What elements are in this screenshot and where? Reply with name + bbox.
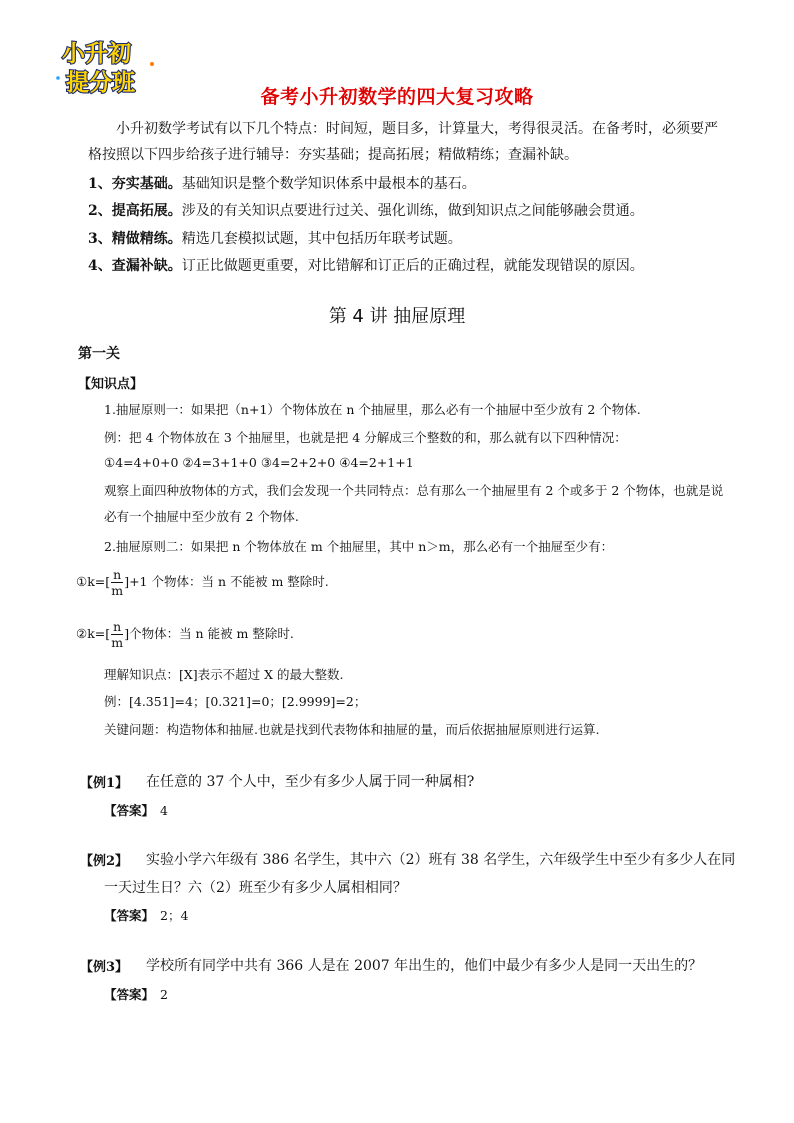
- example-answer: [104, 801, 168, 819]
- tip-body: 精选几套模拟试题，其中包括历年联考试题。: [181, 231, 462, 247]
- logo-line-1: 小升初: [62, 41, 131, 67]
- knowledge-line: 1.抽屉原则一：如果把（n+1）个物体放在 n 个抽屉里，那么必有一个抽屉中至少放有 2 个物体.: [104, 402, 641, 417]
- fraction-denominator: m: [111, 583, 124, 598]
- tip-item: [88, 173, 476, 193]
- example-label: 【例1】: [80, 776, 129, 791]
- intro-paragraph: 小升初数学考试有以下几个特点：时间短，题目多，计算量大，考得很灵活。在备考时，必须要严格按照以下四步给孩子进行辅导：夯实基础；提高拓展；精做精练；查漏补缺。: [88, 121, 718, 163]
- tip-item: [88, 255, 644, 275]
- tip-number: 1、: [88, 176, 112, 192]
- knowledge-line: 2.抽屉原则二：如果把 n 个物体放在 m 个抽屉里，其中 n＞m，那么必有一个抽屉至少有：: [104, 539, 614, 554]
- answer-label: 【答案】: [104, 987, 155, 1002]
- formula-1-prefix: ①k=[: [76, 574, 111, 589]
- tip-number: 3、: [88, 231, 112, 247]
- example-answer: [104, 906, 188, 924]
- example-question: 实验小学六年级有 386 名学生，其中六（2）班有 38 名学生，六年级学生中至少有多少人在同: [146, 852, 736, 868]
- answer-label: 【答案】: [104, 908, 155, 923]
- knowledge-line: 关键问题：构造物体和抽屉.也就是找到代表物体和抽屉的量，而后依据抽屉原则进行运算.: [104, 722, 600, 737]
- example-label: 【例3】: [80, 960, 129, 975]
- formula-1-suffix: ]+1 个物体：当 n 不能被 m 整除时.: [124, 574, 329, 589]
- answer-label: 【答案】: [104, 803, 155, 818]
- tip-number: 2、: [88, 203, 112, 219]
- tip-number: 4、: [88, 258, 112, 274]
- knowledge-line: 例：把 4 个物体放在 3 个抽屉里，也就是把 4 分解成三个整数的和，那么就有以下四种情况：: [104, 430, 627, 445]
- example-question: 学校所有同学中共有 366 人是在 2007 年出生的，他们中最少有多少人是同一天出生的？: [146, 958, 703, 974]
- formula-2-prefix: ②k=[: [76, 626, 111, 641]
- tip-item: [88, 228, 462, 248]
- tip-heading: 提高拓展。: [111, 203, 182, 219]
- formula-2-suffix: ]个物体：当 n 能被 m 整除时.: [124, 626, 294, 641]
- page-title: 备考小升初数学的四大复习攻略: [260, 86, 534, 108]
- example-question: 在任意的 37 个人中，至少有多少人属于同一种属相?: [146, 774, 475, 790]
- fraction: [111, 619, 123, 650]
- example-answer: [104, 985, 168, 1003]
- tip-body: 涉及的有关知识点要进行过关、强化训练，做到知识点之间能够融会贯通。: [181, 203, 644, 219]
- formula-2: [76, 619, 294, 650]
- fraction-numerator: n: [113, 619, 122, 634]
- answer-value: 2；4: [160, 908, 189, 923]
- tip-heading: 精做精练。: [111, 231, 182, 247]
- answer-value: 4: [160, 803, 168, 818]
- tip-heading: 查漏补缺。: [111, 258, 182, 274]
- answer-value: 2: [160, 987, 168, 1002]
- knowledge-line: ①4=4+0+0 ②4=3+1+0 ③4=2+2+0 ④4=2+1+1: [104, 455, 414, 470]
- example-label: 【例2】: [80, 854, 129, 869]
- section-heading: 第一关: [78, 346, 120, 362]
- example-question-cont: 一天过生日？六（2）班至少有多少人属相相同？: [104, 880, 407, 896]
- knowledge-line: 观察上面四种放物体的方式，我们会发现一个共同特点：总有那么一个抽屉里有 2 个或多于 2 个物体，也就是说必有一个抽屉中至少放有 2 个物体.: [104, 483, 724, 524]
- knowledge-line: 理解知识点：[X]表示不超过 X 的最大整数.: [104, 667, 344, 682]
- lecture-title: 第 4 讲 抽屉原理: [328, 306, 466, 327]
- tip-heading: 夯实基础。: [111, 176, 182, 192]
- knowledge-line: 例：[4.351]=4；[0.321]=0；[2.9999]=2；: [104, 694, 367, 709]
- formula-1: [76, 567, 329, 598]
- fraction-denominator: m: [111, 635, 124, 650]
- tip-body: 订正比做题更重要，对比错解和订正后的正确过程，就能发现错误的原因。: [181, 258, 644, 274]
- logo-line-2: 提分班: [66, 70, 135, 96]
- fraction-numerator: n: [113, 567, 122, 582]
- fraction: [111, 567, 123, 598]
- knowledge-heading: 【知识点】: [78, 377, 144, 392]
- tip-item: [88, 200, 644, 220]
- tip-body: 基础知识是整个数学知识体系中最根本的基石。: [181, 176, 476, 192]
